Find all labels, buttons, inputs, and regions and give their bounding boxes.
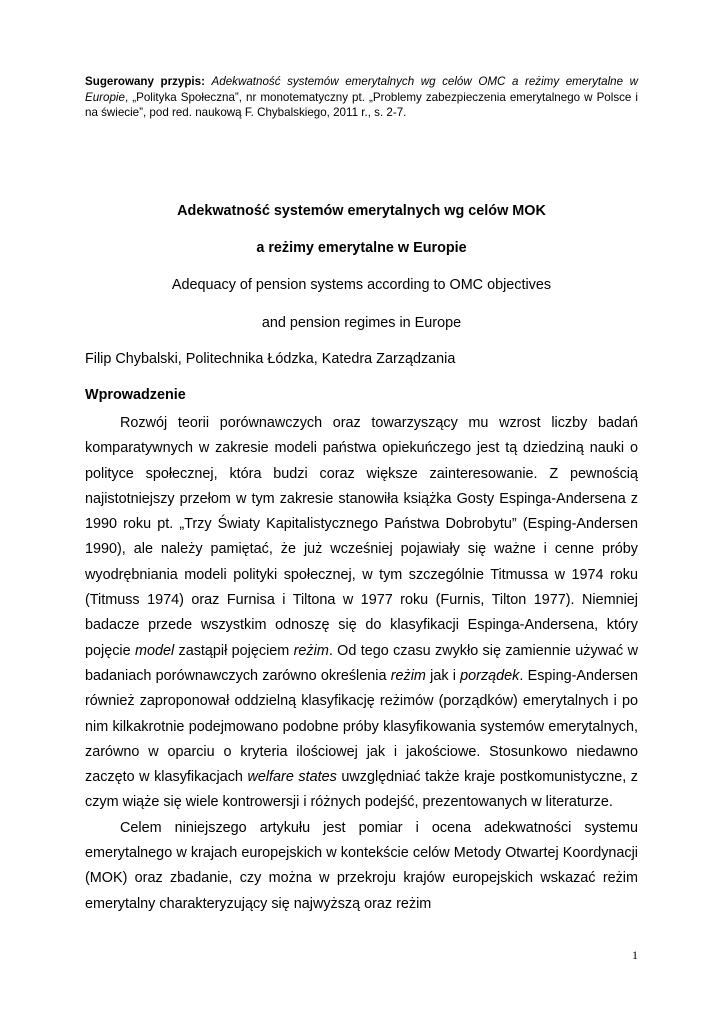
author-affiliation: Filip Chybalski, Politechnika Łódzka, Katedra Zarządzania	[85, 351, 456, 367]
term-welfare-states: welfare states	[247, 769, 337, 786]
paragraph-1-text: Rozwój teorii porównawczych oraz towarzyszący mu wzrost liczby badań komparatywnych w zakresie modeli państwa opiekuńczego jest tą dziedziną nauki o polityce społecznej, która budzi coraz większe zainteresowanie. Z pewnością najistotniejszy przełom w tym zakresie stanowiła książka Gosty Espinga-Andersena z 1990 roku pt. „Trzy Światy Kapitalistycznego Państwa Dobrobytu” (Esping-Andersen 1990), ale należy pamiętać, że już wcześniej pojawiały się ważne i cenne próby wyodrębniania modeli polityki społecznej, w tym szczególnie Titmussa w 1974 roku (Titmuss 1974) oraz Furnisa i Tiltona w 1977 roku (Furnis, Tilton 1977). Niemniej badacze przede wszystkim odnoszę się do klasyfikacji Espinga-Andersena, który pojęcie	[85, 415, 638, 659]
term-rezim: reżim	[390, 667, 426, 684]
section-heading: Wprowadzenie	[85, 387, 186, 403]
citation-label: Sugerowany przypis:	[85, 75, 205, 88]
paragraph-1-text: . Esping-Andersen również zaproponował oddzielną klasyfikację reżimów (porządków) emerytalnych i po nim kilkakrotnie podejmowano podobne próby klasyfikowania systemów emerytalnych, zarówno w oparciu o kryteria ilościowej jak i jakościowe. Stosunkowo niedawno zaczęto w klasyfikacjach	[85, 667, 638, 786]
term-porzadek: porządek	[460, 667, 520, 684]
paragraph-1-text: zastąpił pojęciem	[174, 642, 294, 659]
title-english-line1: Adequacy of pension systems according to OMC objectives	[171, 277, 552, 293]
body-text	[85, 411, 638, 917]
term-model: model	[134, 642, 175, 659]
paragraph-1	[85, 411, 638, 816]
paragraph-1-text: uwzględniać także kraje postkomunistyczne, z czym wiąże się wiele kontrowersji i różnych podejść, prezentowanych w literaturze.	[85, 769, 638, 811]
paragraph-2: Celem niniejszego artykułu jest pomiar i ocena adekwatności systemu emerytalnego w krajach europejskich w kontekście celów Metody Otwartej Koordynacji (MOK) oraz zbadanie, czy można w przekroju krajów europejskich wskazać reżim emerytalny charakteryzujący się najwyższą oraz reżim	[85, 819, 638, 912]
title-polish-line2: a reżimy emerytalne w Europie	[256, 240, 467, 256]
citation-title: Adekwatność systemów emerytalnych wg celów OMC a reżimy emerytalne w Europie	[85, 75, 638, 104]
title-polish-line1: Adekwatność systemów emerytalnych wg celów MOK	[177, 203, 546, 219]
citation-source: , „Polityka Społeczna”, nr monotematyczny pt. „Problemy zabezpieczenia emerytalnego w Polsce i na świecie”, pod red. naukową F. Chybalskiego, 2011 r., s. 2-7.	[85, 90, 638, 119]
paragraph-1-text: jak i	[425, 667, 461, 684]
paragraph-1-text: . Od tego czasu zwykło się zamiennie używać w badaniach porównawczych zarówno określenia	[85, 642, 638, 684]
title-english-line2: and pension regimes in Europe	[261, 315, 462, 331]
term-rezim: reżim	[293, 642, 329, 659]
page-number: 1	[632, 948, 638, 962]
suggested-citation	[85, 74, 638, 121]
